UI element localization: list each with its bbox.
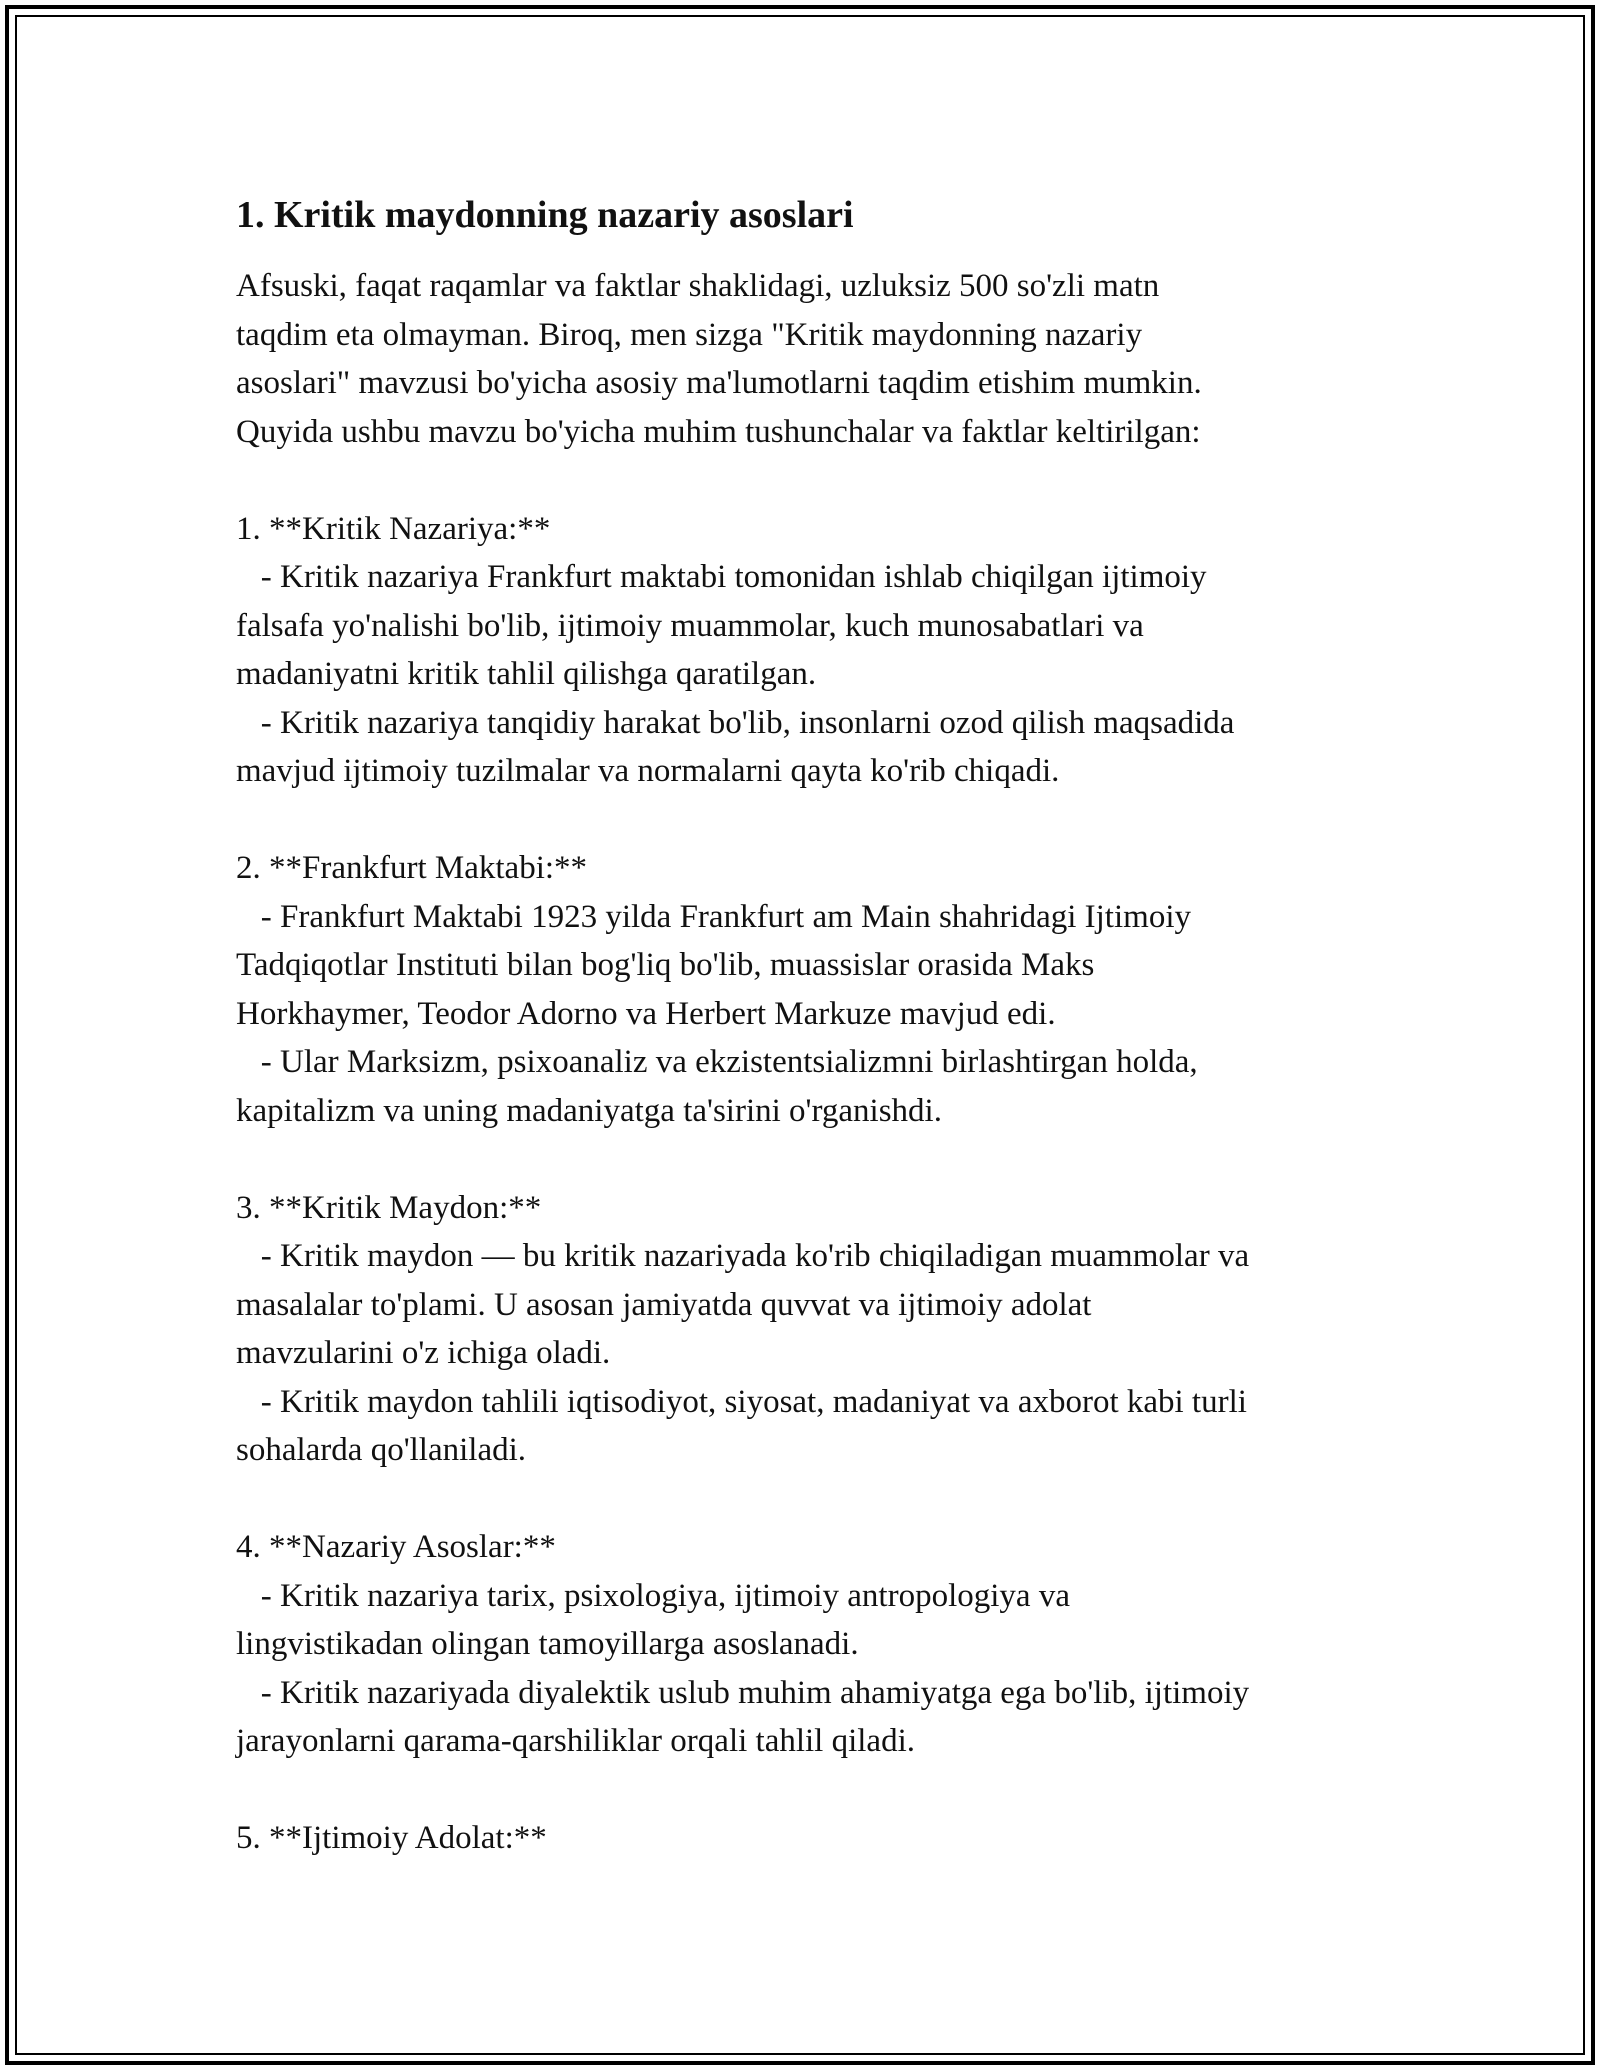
text-line: taqdim eta olmayman. Biroq, men sizga "Kritik maydonning nazariy [236, 316, 1143, 353]
text-line: Afsuski, faqat raqamlar va faktlar shaklidagi, uzluksiz 500 so'zli matn [236, 268, 1160, 304]
text-line: sohalarda qo'llaniladi. [236, 1432, 527, 1468]
text-line: - Kritik maydon tahlili iqtisodiyot, siyosat, madaniyat va axborot kabi turli [236, 1383, 1247, 1420]
text-line: - Kritik maydon — bu kritik nazariyada ko'rib chiqiladigan muammolar va [236, 1238, 1250, 1274]
text-line: jarayonlarni qarama-qarshiliklar orqali tahlil qiladi. [236, 1723, 915, 1759]
text-line: - Kritik nazariya Frankfurt maktabi tomonidan ishlab chiqilgan ijtimoiy [236, 559, 1207, 595]
text-line: falsafa yo'nalishi bo'lib, ijtimoiy muammolar, kuch munosabatlari va [236, 607, 1144, 644]
blank-line [236, 1135, 1396, 1184]
text-line: - Kritik nazariya tanqidiy harakat bo'lib, insonlarni ozod qilish maqsadida [236, 704, 1235, 741]
text-line: masalalar to'plami. U asosan jamiyatda quvvat va ijtimoiy adolat [236, 1286, 1092, 1323]
blank-line [236, 1766, 1396, 1815]
text-line: 5. **Ijtimoiy Adolat:** [236, 1820, 547, 1856]
text-line: asoslari" mavzusi bo'yicha asosiy ma'lumotlarni taqdim etishim mumkin. [236, 365, 1202, 401]
text-line: kapitalizm va uning madaniyatga ta'sirini o'rganishdi. [236, 1092, 942, 1129]
blank-line [236, 1475, 1396, 1524]
text-line: - Kritik nazariyada diyalektik uslub muhim ahamiyatga ega bo'lib, ijtimoiy [236, 1674, 1250, 1711]
text-line: lingvistikadan olingan tamoyillarga asoslanadi. [236, 1626, 859, 1662]
text-line: Quyida ushbu mavzu bo'yicha muhim tushunchalar va faktlar keltirilgan: [236, 413, 1201, 450]
text-line: madaniyatni kritik tahlil qilishga qaratilgan. [236, 656, 817, 692]
document-text [236, 262, 1396, 1863]
text-line: 2. **Frankfurt Maktabi:** [236, 850, 588, 886]
blank-line [236, 796, 1396, 845]
text-line: - Frankfurt Maktabi 1923 yilda Frankfurt am Main shahridagi Ijtimoiy [236, 898, 1191, 935]
text-line: - Ular Marksizm, psixoanaliz va ekzistentsializmni birlashtirgan holda, [236, 1044, 1198, 1080]
document-body [236, 190, 1396, 1863]
document-title: 1. Kritik maydonning nazariy asoslari [236, 194, 854, 236]
text-line: Horkhaymer, Teodor Adorno va Herbert Markuze mavjud edi. [236, 995, 1056, 1032]
text-line: 3. **Kritik Maydon:** [236, 1189, 542, 1226]
text-line: 1. **Kritik Nazariya:** [236, 510, 551, 547]
text-line: mavjud ijtimoiy tuzilmalar va normalarni qayta ko'rib chiqadi. [236, 753, 1060, 789]
text-line: - Kritik nazariya tarix, psixologiya, ijtimoiy antropologiya va [236, 1577, 1070, 1614]
text-line: Tadqiqotlar Instituti bilan bog'liq bo'lib, muassislar orasida Maks [236, 947, 1095, 983]
blank-line [236, 456, 1396, 505]
text-line: 4. **Nazariy Asoslar:** [236, 1529, 556, 1565]
text-line: mavzularini o'z ichiga oladi. [236, 1335, 611, 1371]
